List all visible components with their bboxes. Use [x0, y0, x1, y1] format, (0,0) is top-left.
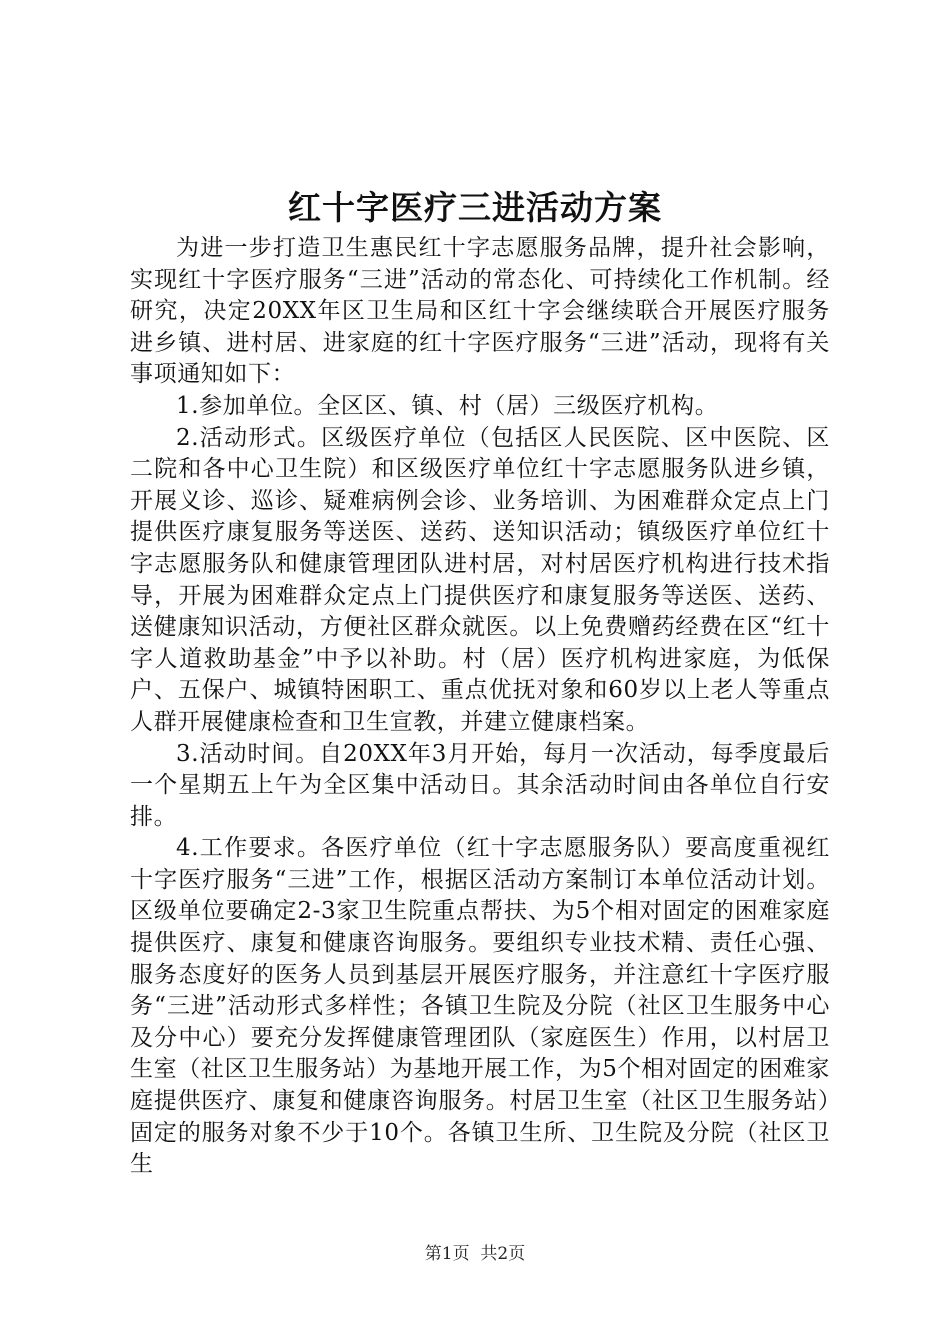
paragraph-participants: 1.参加单位。全区区、镇、村（居）三级医疗机构。: [176, 392, 719, 419]
page-number-total: 共2页: [480, 1244, 526, 1264]
document-body: [130, 233, 830, 1181]
document-title: 红十字医疗三进活动方案: [288, 188, 662, 227]
page-number-current: 第1页: [424, 1244, 470, 1264]
paragraph-work-requirements: 4.工作要求。各医疗单位（红十字志愿服务队）要高度重视红十字医疗服务“三进”工作，根据区活动方案制订本单位活动计划。区级单位要确定2-3家卫生院重点帮扶、为5个相对固定的困难家庭提供医疗、康复和健康咨询服务。要组织专业技术精、责任心强、服务态度好的医务人员到基层开展医疗服务，并注意红十字医疗服务“三进”活动形式多样性；各镇卫生院及分院（社区卫生服务中心及分中心）要充分发挥健康管理团队（家庭医生）作用，以村居卫生室（社区卫生服务站）为基地开展工作，为5个相对固定的困难家庭提供医疗、康复和健康咨询服务。村居卫生室（社区卫生服务站）固定的服务对象不少于10个。各镇卫生所、卫生院及分院（社区卫生: [130, 835, 830, 1178]
intro-paragraph: 为进一步打造卫生惠民红十字志愿服务品牌，提升社会影响，实现红十字医疗服务“三进”活动的常态化、可持续化工作机制。经研究，决定20XX年区卫生局和区红十字会继续联合开展医疗服务进乡镇、进村居、进家庭的红十字医疗服务“三进”活动，现将有关事项通知如下：: [130, 235, 830, 388]
paragraph-activity-time: 3.活动时间。自20XX年3月开始，每月一次活动，每季度最后一个星期五上午为全区集中活动日。其余活动时间由各单位自行安排。: [130, 740, 830, 830]
page-footer: [0, 1243, 950, 1265]
paragraph-activity-form: 2.活动形式。区级医疗单位（包括区人民医院、区中医院、区二院和各中心卫生院）和区级医疗单位红十字志愿服务队进乡镇，开展义诊、巡诊、疑难病例会诊、业务培训、为困难群众定点上门提供医疗康复服务等送医、送药、送知识活动；镇级医疗单位红十字志愿服务队和健康管理团队进村居，对村居医疗机构进行技术指导，开展为困难群众定点上门提供医疗和康复服务等送医、送药、送健康知识活动，方便社区群众就医。以上免费赠药经费在区“红十字人道救助基金”中予以补助。村（居）医疗机构进家庭，为低保户、五保户、城镇特困职工、重点优抚对象和60岁以上老人等重点人群开展健康检查和卫生宣教，并建立健康档案。: [130, 424, 830, 735]
